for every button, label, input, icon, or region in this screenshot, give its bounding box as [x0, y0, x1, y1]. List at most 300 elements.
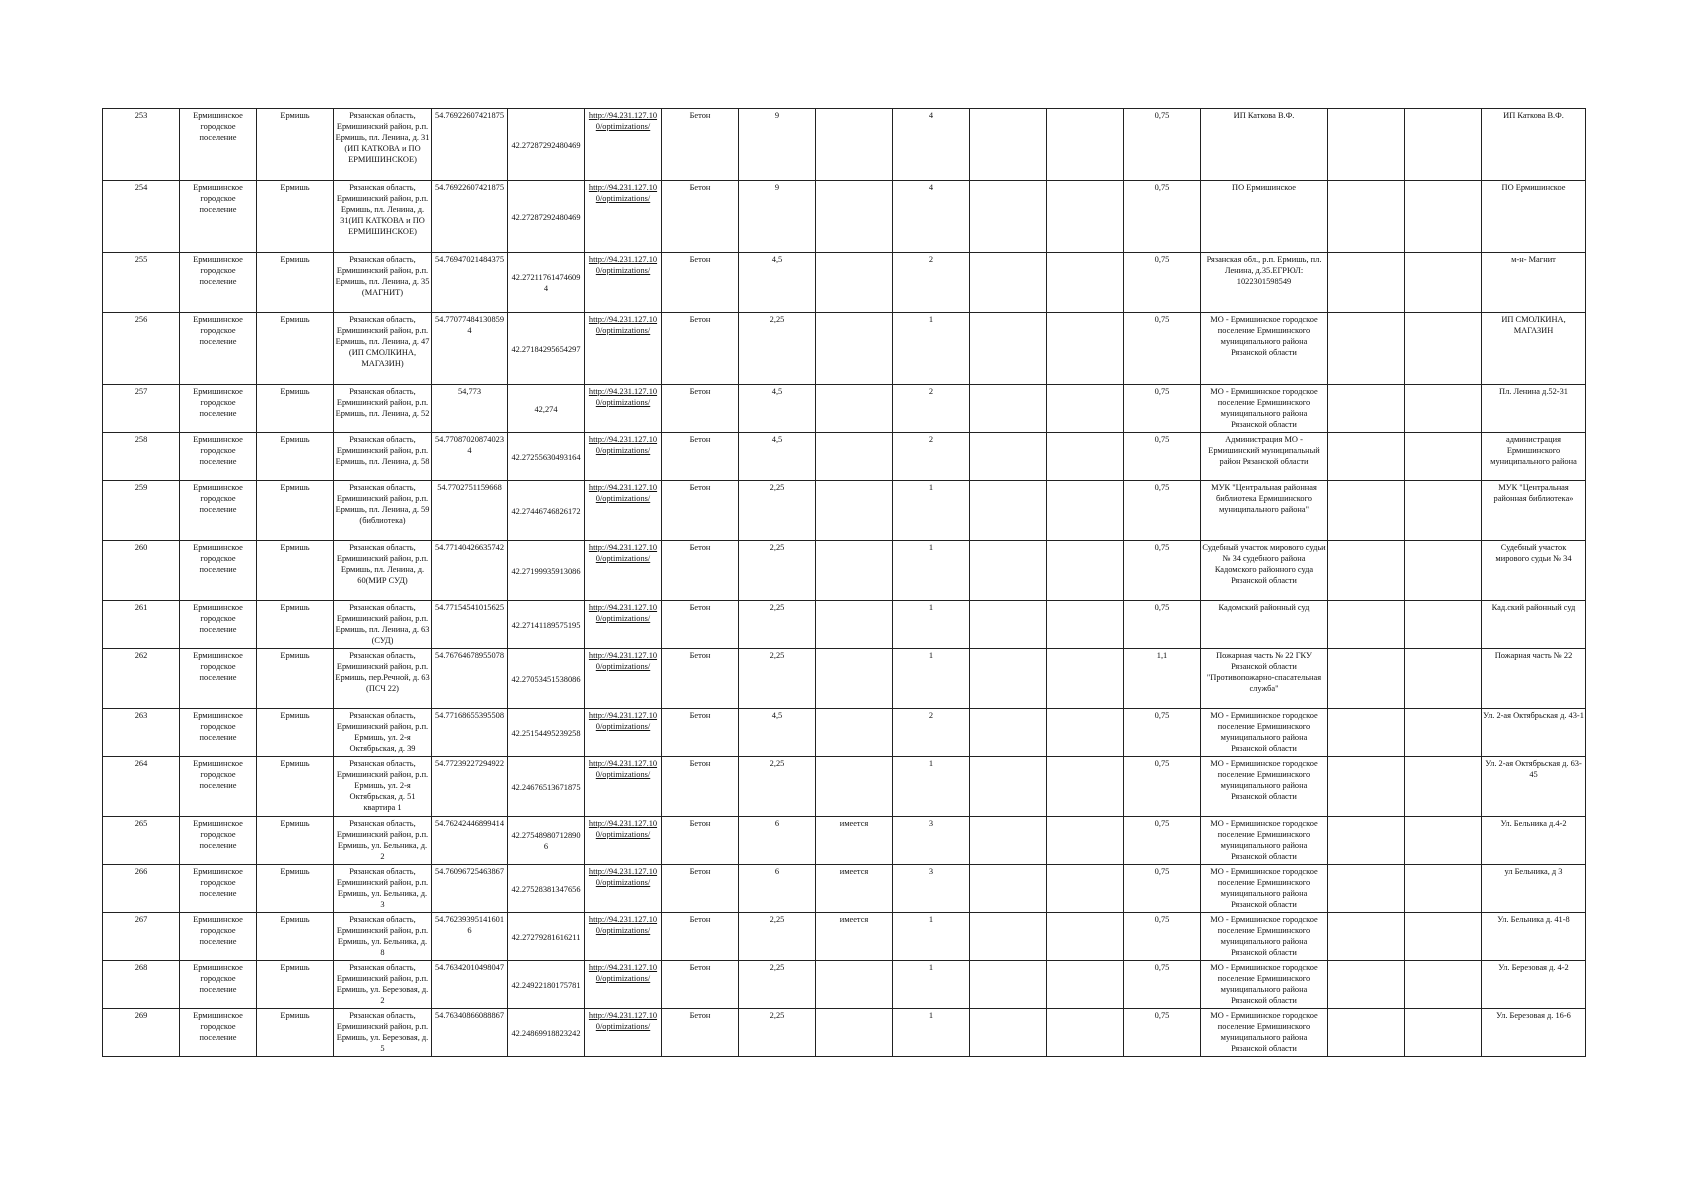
cell-locality: Ермишь	[257, 433, 334, 481]
cell-empty	[970, 313, 1047, 385]
cell-empty	[1405, 541, 1482, 601]
optimization-link[interactable]: http://94.231.127.10 0/optimizations/	[588, 1011, 658, 1031]
cell-empty	[1047, 109, 1124, 181]
cell-locality: Ермишь	[257, 757, 334, 817]
cell-locality: Ермишь	[257, 913, 334, 961]
cell-settlement: Ермишинское городское поселение	[180, 385, 257, 433]
cell-volume: 0,75	[1124, 481, 1201, 541]
cell-empty	[1047, 913, 1124, 961]
cell-empty	[1047, 601, 1124, 649]
cell-area: 2,25	[739, 541, 816, 601]
cell-volume: 0,75	[1124, 961, 1201, 1009]
cell-address: Рязанская область, Ермишинский район, р.п. Ермишь, ул. Березовая, д. 2	[334, 961, 432, 1009]
cell-url	[585, 709, 662, 757]
table-row	[103, 481, 1586, 541]
cell-longitude: 42.27287292480469	[508, 181, 585, 253]
cell-empty	[1328, 109, 1405, 181]
cell-address: Рязанская область, Ермишинский район, р.п. Ермишь, ул. 2-я Октябрьская, д. 39	[334, 709, 432, 757]
cell-empty	[1405, 253, 1482, 313]
cell-settlement: Ермишинское городское поселение	[180, 481, 257, 541]
optimization-link[interactable]: http://94.231.127.10 0/optimizations/	[588, 183, 658, 203]
cell-locality: Ермишь	[257, 109, 334, 181]
registry-table	[102, 108, 1586, 1057]
cell-owner: МО - Ермишинское городское поселение Ермишинского муниципального района Рязанской области	[1201, 313, 1328, 385]
cell-waste-source: Судебный участок мирового судьи № 34	[1482, 541, 1586, 601]
cell-area: 2,25	[739, 481, 816, 541]
cell-empty	[1047, 1009, 1124, 1057]
cell-empty	[1328, 649, 1405, 709]
cell-container-count: 1	[893, 541, 970, 601]
cell-waste-source: Пожарная часть № 22	[1482, 649, 1586, 709]
cell-latitude: 54.7702751159668	[432, 481, 508, 541]
cell-empty	[970, 541, 1047, 601]
cell-surface: Бетон	[662, 109, 739, 181]
cell-url	[585, 541, 662, 601]
cell-waste-source: МУК "Центральная районная библиотека»	[1482, 481, 1586, 541]
cell-container-count: 1	[893, 961, 970, 1009]
cell-empty	[970, 109, 1047, 181]
cell-empty	[970, 961, 1047, 1009]
cell-url	[585, 433, 662, 481]
cell-volume: 0,75	[1124, 385, 1201, 433]
cell-container-count: 1	[893, 913, 970, 961]
cell-fence: имеется	[816, 817, 893, 865]
cell-row-number: 255	[103, 253, 180, 313]
optimization-link[interactable]: http://94.231.127.10 0/optimizations/	[588, 387, 658, 407]
cell-address: Рязанская область, Ермишинский район, р.п. Ермишь, пер.Речной, д. 63 (ПСЧ 22)	[334, 649, 432, 709]
cell-latitude: 54.77168655395508	[432, 709, 508, 757]
cell-empty	[1405, 181, 1482, 253]
cell-surface: Бетон	[662, 649, 739, 709]
cell-row-number: 256	[103, 313, 180, 385]
optimization-link[interactable]: http://94.231.127.10 0/optimizations/	[588, 435, 658, 455]
cell-surface: Бетон	[662, 253, 739, 313]
cell-container-count: 1	[893, 1009, 970, 1057]
cell-container-count: 3	[893, 865, 970, 913]
cell-container-count: 1	[893, 649, 970, 709]
cell-url	[585, 253, 662, 313]
cell-fence	[816, 253, 893, 313]
table-row	[103, 817, 1586, 865]
cell-empty	[1047, 481, 1124, 541]
cell-surface: Бетон	[662, 313, 739, 385]
cell-address: Рязанская область, Ермишинский район, р.п. Ермишь, ул. Бельника, д. 2	[334, 817, 432, 865]
table-row	[103, 913, 1586, 961]
cell-surface: Бетон	[662, 481, 739, 541]
cell-empty	[1405, 865, 1482, 913]
cell-settlement: Ермишинское городское поселение	[180, 181, 257, 253]
cell-url	[585, 961, 662, 1009]
cell-area: 6	[739, 817, 816, 865]
cell-settlement: Ермишинское городское поселение	[180, 649, 257, 709]
cell-empty	[1047, 817, 1124, 865]
cell-locality: Ермишь	[257, 181, 334, 253]
cell-locality: Ермишь	[257, 253, 334, 313]
cell-empty	[1047, 757, 1124, 817]
cell-empty	[1405, 433, 1482, 481]
optimization-link[interactable]: http://94.231.127.10 0/optimizations/	[588, 315, 658, 335]
cell-url	[585, 601, 662, 649]
cell-settlement: Ермишинское городское поселение	[180, 601, 257, 649]
cell-empty	[970, 817, 1047, 865]
cell-locality: Ермишь	[257, 541, 334, 601]
cell-empty	[1047, 961, 1124, 1009]
cell-empty	[1047, 253, 1124, 313]
cell-empty	[1405, 961, 1482, 1009]
cell-surface: Бетон	[662, 709, 739, 757]
cell-longitude: 42.27528381347656	[508, 865, 585, 913]
cell-owner: Кадомский районный суд	[1201, 601, 1328, 649]
cell-empty	[1405, 481, 1482, 541]
cell-row-number: 253	[103, 109, 180, 181]
cell-empty	[970, 865, 1047, 913]
cell-settlement: Ермишинское городское поселение	[180, 109, 257, 181]
cell-surface: Бетон	[662, 541, 739, 601]
cell-container-count: 2	[893, 385, 970, 433]
cell-owner: МО - Ермишинское городское поселение Ермишинского муниципального района Рязанской области	[1201, 757, 1328, 817]
cell-latitude: 54,773	[432, 385, 508, 433]
table-row	[103, 865, 1586, 913]
cell-settlement: Ермишинское городское поселение	[180, 541, 257, 601]
cell-waste-source: Кад.ский районный суд	[1482, 601, 1586, 649]
table-row	[103, 709, 1586, 757]
cell-row-number: 267	[103, 913, 180, 961]
optimization-link[interactable]: http://94.231.127.10 0/optimizations/	[588, 111, 658, 131]
cell-area: 6	[739, 865, 816, 913]
cell-url	[585, 481, 662, 541]
cell-row-number: 266	[103, 865, 180, 913]
cell-settlement: Ермишинское городское поселение	[180, 313, 257, 385]
cell-volume: 0,75	[1124, 253, 1201, 313]
cell-owner: МО - Ермишинское городское поселение Ермишинского муниципального района Рязанской области	[1201, 817, 1328, 865]
cell-fence: имеется	[816, 913, 893, 961]
cell-owner: МО - Ермишинское городское поселение Ермишинского муниципального района Рязанской области	[1201, 1009, 1328, 1057]
cell-longitude: 42.27184295654297	[508, 313, 585, 385]
table-row	[103, 541, 1586, 601]
cell-empty	[970, 481, 1047, 541]
cell-latitude: 54.76947021484375	[432, 253, 508, 313]
cell-owner: МО - Ермишинское городское поселение Ермишинского муниципального района Рязанской области	[1201, 961, 1328, 1009]
cell-fence	[816, 433, 893, 481]
cell-empty	[1047, 181, 1124, 253]
cell-row-number: 260	[103, 541, 180, 601]
cell-container-count: 1	[893, 313, 970, 385]
cell-owner: МУК "Центральная районная библиотека Ермишинского муниципального района"	[1201, 481, 1328, 541]
cell-row-number: 264	[103, 757, 180, 817]
cell-settlement: Ермишинское городское поселение	[180, 961, 257, 1009]
cell-empty	[1405, 757, 1482, 817]
cell-settlement: Ермишинское городское поселение	[180, 817, 257, 865]
cell-empty	[1405, 313, 1482, 385]
cell-owner: МО - Ермишинское городское поселение Ермишинского муниципального района Рязанской области	[1201, 913, 1328, 961]
cell-locality: Ермишь	[257, 649, 334, 709]
cell-row-number: 254	[103, 181, 180, 253]
cell-empty	[970, 709, 1047, 757]
cell-area: 4,5	[739, 253, 816, 313]
cell-latitude: 54.77087020874023 4	[432, 433, 508, 481]
cell-container-count: 4	[893, 181, 970, 253]
cell-settlement: Ермишинское городское поселение	[180, 865, 257, 913]
cell-longitude: 42.27446746826172	[508, 481, 585, 541]
cell-longitude: 42.27548980712890 6	[508, 817, 585, 865]
cell-url	[585, 109, 662, 181]
table-row	[103, 181, 1586, 253]
cell-empty	[1047, 649, 1124, 709]
cell-row-number: 269	[103, 1009, 180, 1057]
cell-longitude: 42.27211761474609 4	[508, 253, 585, 313]
cell-latitude: 54.77140426635742	[432, 541, 508, 601]
cell-area: 2,25	[739, 649, 816, 709]
optimization-link[interactable]: http://94.231.127.10 0/optimizations/	[588, 483, 658, 503]
cell-address: Рязанская область, Ермишинский район, р.п. Ермишь, пл. Ленина, д. 35 (МАГНИТ)	[334, 253, 432, 313]
cell-latitude: 54.76764678955078	[432, 649, 508, 709]
cell-settlement: Ермишинское городское поселение	[180, 709, 257, 757]
cell-empty	[1405, 709, 1482, 757]
cell-empty	[1405, 913, 1482, 961]
optimization-link[interactable]: http://94.231.127.10 0/optimizations/	[588, 651, 658, 671]
optimization-link[interactable]: http://94.231.127.10 0/optimizations/	[588, 711, 658, 731]
cell-empty	[1328, 709, 1405, 757]
cell-volume: 0,75	[1124, 865, 1201, 913]
cell-empty	[1328, 817, 1405, 865]
cell-longitude: 42.27199935913086	[508, 541, 585, 601]
cell-empty	[1047, 433, 1124, 481]
table-row	[103, 601, 1586, 649]
cell-volume: 0,75	[1124, 913, 1201, 961]
cell-longitude: 42,274	[508, 385, 585, 433]
cell-container-count: 1	[893, 601, 970, 649]
cell-owner: Рязанская обл., р.п. Ермишь, пл. Ленина, д.35.ЕГРЮЛ: 1022301598549	[1201, 253, 1328, 313]
optimization-link[interactable]: http://94.231.127.10 0/optimizations/	[588, 963, 658, 983]
cell-waste-source: Ул. Бельника д.4-2	[1482, 817, 1586, 865]
cell-empty	[970, 385, 1047, 433]
cell-area: 2,25	[739, 313, 816, 385]
optimization-link[interactable]: http://94.231.127.10 0/optimizations/	[588, 603, 658, 623]
cell-fence	[816, 181, 893, 253]
cell-settlement: Ермишинское городское поселение	[180, 913, 257, 961]
cell-address: Рязанская область, Ермишинский район, р.п. Ермишь, ул. Бельника, д. 3	[334, 865, 432, 913]
cell-volume: 0,75	[1124, 757, 1201, 817]
cell-volume: 0,75	[1124, 433, 1201, 481]
cell-empty	[1328, 913, 1405, 961]
cell-row-number: 265	[103, 817, 180, 865]
cell-address: Рязанская область, Ермишинский район, р.п. Ермишь, ул. 2-я Октябрьская, д. 51 квартира 1	[334, 757, 432, 817]
cell-empty	[1328, 481, 1405, 541]
cell-locality: Ермишь	[257, 481, 334, 541]
cell-empty	[1047, 313, 1124, 385]
cell-waste-source: ИП Каткова В.Ф.	[1482, 109, 1586, 181]
cell-surface: Бетон	[662, 865, 739, 913]
cell-empty	[1405, 649, 1482, 709]
cell-empty	[1328, 757, 1405, 817]
cell-fence	[816, 481, 893, 541]
cell-owner: ИП Каткова В.Ф.	[1201, 109, 1328, 181]
cell-empty	[1047, 541, 1124, 601]
cell-container-count: 2	[893, 253, 970, 313]
cell-address: Рязанская область, Ермишинский район, р.п. Ермишь, пл. Ленина, д. 63 (СУД)	[334, 601, 432, 649]
cell-latitude: 54.76242446899414	[432, 817, 508, 865]
cell-surface: Бетон	[662, 961, 739, 1009]
cell-longitude: 42.27279281616211	[508, 913, 585, 961]
cell-container-count: 1	[893, 757, 970, 817]
cell-owner: ПО Ермишинское	[1201, 181, 1328, 253]
cell-owner: МО - Ермишинское городское поселение Ермишинского муниципального района Рязанской области	[1201, 865, 1328, 913]
cell-volume: 1,1	[1124, 649, 1201, 709]
cell-empty	[970, 757, 1047, 817]
cell-owner: Судебный участок мирового судьи № 34 судебного района Кадомского районного суда Рязанской области	[1201, 541, 1328, 601]
table-row	[103, 253, 1586, 313]
cell-area: 4,5	[739, 709, 816, 757]
optimization-link[interactable]: http://94.231.127.10 0/optimizations/	[588, 867, 658, 887]
cell-empty	[1328, 385, 1405, 433]
cell-area: 9	[739, 109, 816, 181]
table-row	[103, 961, 1586, 1009]
cell-locality: Ермишь	[257, 1009, 334, 1057]
cell-owner: МО - Ермишинское городское поселение Ермишинского муниципального района Рязанской области	[1201, 709, 1328, 757]
cell-empty	[970, 649, 1047, 709]
table-row	[103, 109, 1586, 181]
cell-container-count: 2	[893, 709, 970, 757]
cell-fence	[816, 385, 893, 433]
cell-empty	[1405, 385, 1482, 433]
optimization-link[interactable]: http://94.231.127.10 0/optimizations/	[588, 915, 658, 935]
cell-empty	[1328, 313, 1405, 385]
cell-address: Рязанская область, Ермишинский район, р.п. Ермишь, пл. Ленина, д. 47 (ИП СМОЛКИНА, МАГАЗИН)	[334, 313, 432, 385]
cell-locality: Ермишь	[257, 313, 334, 385]
table-row	[103, 649, 1586, 709]
cell-address: Рязанская область, Ермишинский район, р.п. Ермишь, пл. Ленина, д. 52	[334, 385, 432, 433]
cell-empty	[1047, 709, 1124, 757]
cell-empty	[970, 253, 1047, 313]
cell-waste-source: Пл. Ленина д.52-31	[1482, 385, 1586, 433]
cell-locality: Ермишь	[257, 385, 334, 433]
cell-address: Рязанская область, Ермишинский район, р.п. Ермишь, пл. Ленина, д. 31 (ИП КАТКОВА и ПО ЕРМИШИНСКОЕ)	[334, 109, 432, 181]
cell-empty	[1328, 181, 1405, 253]
cell-volume: 0,75	[1124, 709, 1201, 757]
cell-surface: Бетон	[662, 181, 739, 253]
optimization-link[interactable]: http://94.231.127.10 0/optimizations/	[588, 255, 658, 275]
table-row	[103, 757, 1586, 817]
cell-longitude: 42.25154495239258	[508, 709, 585, 757]
cell-empty	[970, 913, 1047, 961]
cell-longitude: 42.27141189575195	[508, 601, 585, 649]
cell-area: 4,5	[739, 385, 816, 433]
cell-url	[585, 649, 662, 709]
cell-waste-source: Ул. Березовая д. 4-2	[1482, 961, 1586, 1009]
cell-fence	[816, 757, 893, 817]
cell-url	[585, 757, 662, 817]
cell-empty	[1328, 865, 1405, 913]
cell-latitude: 54.77077484130859 4	[432, 313, 508, 385]
optimization-link[interactable]: http://94.231.127.10 0/optimizations/	[588, 819, 658, 839]
cell-fence	[816, 541, 893, 601]
cell-empty	[1328, 253, 1405, 313]
cell-waste-source: Ул. 2-ая Октябрьская д. 43-1	[1482, 709, 1586, 757]
cell-latitude: 54.76340866088867	[432, 1009, 508, 1057]
cell-owner: Администрация МО - Ермишинский муниципальный район Рязанской области	[1201, 433, 1328, 481]
cell-row-number: 268	[103, 961, 180, 1009]
cell-longitude: 42.24922180175781	[508, 961, 585, 1009]
cell-empty	[1328, 541, 1405, 601]
cell-fence	[816, 649, 893, 709]
cell-waste-source: ПО Ермишинское	[1482, 181, 1586, 253]
cell-empty	[1047, 865, 1124, 913]
cell-fence	[816, 313, 893, 385]
cell-url	[585, 913, 662, 961]
optimization-link[interactable]: http://94.231.127.10 0/optimizations/	[588, 759, 658, 779]
cell-url	[585, 865, 662, 913]
table-row	[103, 313, 1586, 385]
cell-empty	[1405, 817, 1482, 865]
cell-waste-source: администрация Ермишинского муниципального района	[1482, 433, 1586, 481]
cell-surface: Бетон	[662, 601, 739, 649]
cell-address: Рязанская область, Ермишинский район, р.п. Ермишь, ул. Бельника, д. 8	[334, 913, 432, 961]
cell-fence	[816, 1009, 893, 1057]
cell-longitude: 42.27287292480469	[508, 109, 585, 181]
cell-url	[585, 181, 662, 253]
cell-surface: Бетон	[662, 817, 739, 865]
cell-surface: Бетон	[662, 913, 739, 961]
cell-locality: Ермишь	[257, 817, 334, 865]
cell-longitude: 42.27053451538086	[508, 649, 585, 709]
cell-fence	[816, 601, 893, 649]
cell-row-number: 263	[103, 709, 180, 757]
cell-volume: 0,75	[1124, 109, 1201, 181]
optimization-link[interactable]: http://94.231.127.10 0/optimizations/	[588, 543, 658, 563]
cell-empty	[1328, 433, 1405, 481]
cell-empty	[1405, 601, 1482, 649]
cell-area: 9	[739, 181, 816, 253]
cell-url	[585, 1009, 662, 1057]
cell-row-number: 259	[103, 481, 180, 541]
cell-latitude: 54.76922607421875	[432, 109, 508, 181]
cell-settlement: Ермишинское городское поселение	[180, 757, 257, 817]
cell-address: Рязанская область, Ермишинский район, р.п. Ермишь, пл. Ленина, д. 59 (библиотека)	[334, 481, 432, 541]
cell-area: 4,5	[739, 433, 816, 481]
cell-empty	[1328, 1009, 1405, 1057]
cell-latitude: 54.76239395141601 6	[432, 913, 508, 961]
cell-locality: Ермишь	[257, 961, 334, 1009]
cell-container-count: 3	[893, 817, 970, 865]
cell-longitude: 42.24869918823242	[508, 1009, 585, 1057]
cell-waste-source: Ул. Бельника д. 41-8	[1482, 913, 1586, 961]
cell-volume: 0,75	[1124, 541, 1201, 601]
cell-empty	[1328, 961, 1405, 1009]
cell-row-number: 261	[103, 601, 180, 649]
cell-surface: Бетон	[662, 385, 739, 433]
cell-volume: 0,75	[1124, 181, 1201, 253]
cell-surface: Бетон	[662, 757, 739, 817]
cell-container-count: 2	[893, 433, 970, 481]
cell-row-number: 257	[103, 385, 180, 433]
cell-address: Рязанская область, Ермишинский район, р.п. Ермишь, пл. Ленина, д. 58	[334, 433, 432, 481]
cell-empty	[970, 181, 1047, 253]
cell-locality: Ермишь	[257, 709, 334, 757]
table-row	[103, 385, 1586, 433]
cell-fence: имеется	[816, 865, 893, 913]
cell-empty	[970, 1009, 1047, 1057]
cell-volume: 0,75	[1124, 1009, 1201, 1057]
cell-waste-source: ул Бельника, д 3	[1482, 865, 1586, 913]
cell-empty	[1328, 601, 1405, 649]
cell-row-number: 262	[103, 649, 180, 709]
cell-waste-source: ИП СМОЛКИНА, МАГАЗИН	[1482, 313, 1586, 385]
cell-url	[585, 313, 662, 385]
cell-latitude: 54.77154541015625	[432, 601, 508, 649]
cell-waste-source: Ул. Березовая д. 16-6	[1482, 1009, 1586, 1057]
cell-latitude: 54.76922607421875	[432, 181, 508, 253]
cell-url	[585, 817, 662, 865]
